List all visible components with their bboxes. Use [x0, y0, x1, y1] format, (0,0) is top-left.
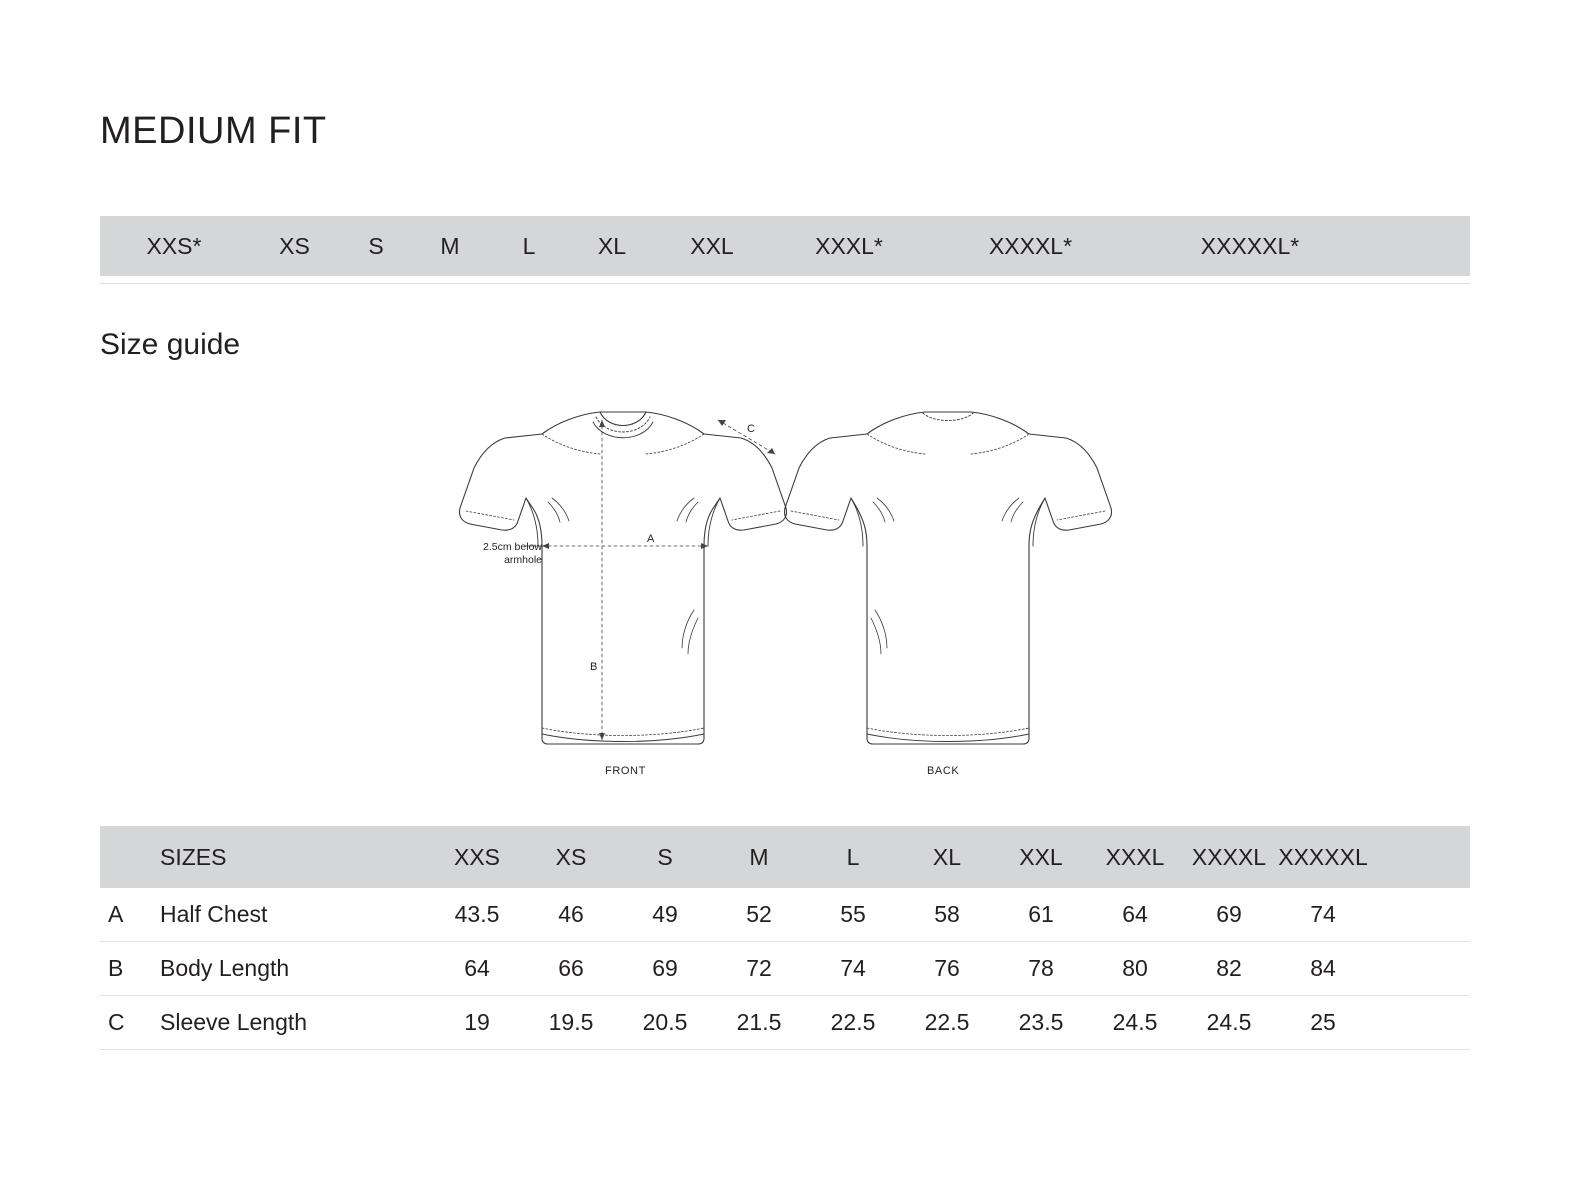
front-view-caption: FRONT [605, 765, 646, 777]
header-size: XXXXL [1191, 843, 1267, 870]
header-size: XXXL [1105, 843, 1165, 870]
table-row [100, 888, 1470, 942]
size-guide-heading: Size guide [100, 328, 241, 361]
row-value: 74 [840, 955, 866, 981]
row-value: 64 [464, 955, 490, 981]
row-label: Half Chest [160, 901, 268, 927]
row-value: 20.5 [642, 1009, 688, 1035]
table-row [100, 942, 1470, 996]
size-strip-cell: XXL [690, 232, 734, 259]
row-value: 19.5 [548, 1009, 594, 1035]
size-strip-cell: L [522, 232, 536, 259]
row-value: 58 [934, 901, 960, 927]
table-header-row [100, 826, 1470, 888]
row-value: 76 [934, 955, 960, 981]
row-value: 80 [1122, 955, 1148, 981]
table-row [100, 996, 1470, 1050]
size-strip-cell: XXXXL* [988, 232, 1073, 259]
size-strip-cell: XS [279, 232, 310, 259]
measurements-table [100, 826, 1470, 1050]
size-strip-cell: XXXXXL* [1200, 232, 1300, 259]
size-strip-cell: XXS* [146, 232, 202, 259]
header-size: XXS [453, 843, 501, 870]
row-value: 24.5 [1206, 1009, 1252, 1035]
row-code: C [108, 1009, 125, 1035]
size-availability-strip [100, 216, 1470, 276]
row-value: 22.5 [924, 1009, 970, 1035]
page-title: MEDIUM FIT [100, 110, 327, 152]
back-view-caption: BACK [927, 765, 960, 777]
dimension-label-c: C [747, 423, 755, 435]
row-value: 61 [1028, 901, 1054, 927]
armhole-note: 2.5cm below armhole [483, 541, 542, 566]
row-value: 23.5 [1018, 1009, 1064, 1035]
row-value: 84 [1310, 955, 1336, 981]
row-value: 74 [1310, 901, 1336, 927]
header-size: XL [932, 843, 962, 870]
header-size: XXXXXL [1278, 843, 1368, 870]
row-value: 46 [558, 901, 584, 927]
row-value: 19 [464, 1009, 490, 1035]
header-size: L [846, 843, 860, 870]
tshirt-diagram-svg [430, 390, 1150, 790]
row-label: Sleeve Length [160, 1009, 308, 1035]
row-value: 25 [1310, 1009, 1336, 1035]
row-code: B [108, 955, 124, 981]
size-strip-cell: M [440, 232, 460, 259]
row-value: 43.5 [454, 901, 500, 927]
row-value: 21.5 [736, 1009, 782, 1035]
row-value: 22.5 [830, 1009, 876, 1035]
header-size: XS [555, 843, 587, 870]
row-value: 72 [746, 955, 772, 981]
row-value: 82 [1216, 955, 1242, 981]
row-value: 69 [652, 955, 678, 981]
row-label: Body Length [160, 955, 290, 981]
row-value: 49 [652, 901, 678, 927]
tshirt-illustration [430, 390, 1150, 790]
row-value: 52 [746, 901, 772, 927]
row-value: 66 [558, 955, 584, 981]
size-strip-cell: XXXL* [815, 232, 883, 259]
row-value: 24.5 [1112, 1009, 1158, 1035]
header-size: XXL [1019, 843, 1063, 870]
row-value: 55 [840, 901, 866, 927]
header-size: S [657, 843, 673, 870]
header-sizes-label: SIZES [160, 843, 227, 870]
size-strip-cell: S [368, 232, 384, 259]
row-value: 69 [1216, 901, 1242, 927]
strip-divider [100, 283, 1470, 284]
size-strip-cell: XL [597, 232, 627, 259]
dimension-label-a: A [647, 533, 655, 545]
row-code: A [108, 901, 124, 927]
row-value: 78 [1028, 955, 1054, 981]
row-value: 64 [1122, 901, 1148, 927]
header-size: M [749, 843, 769, 870]
dimension-label-b: B [590, 661, 598, 673]
